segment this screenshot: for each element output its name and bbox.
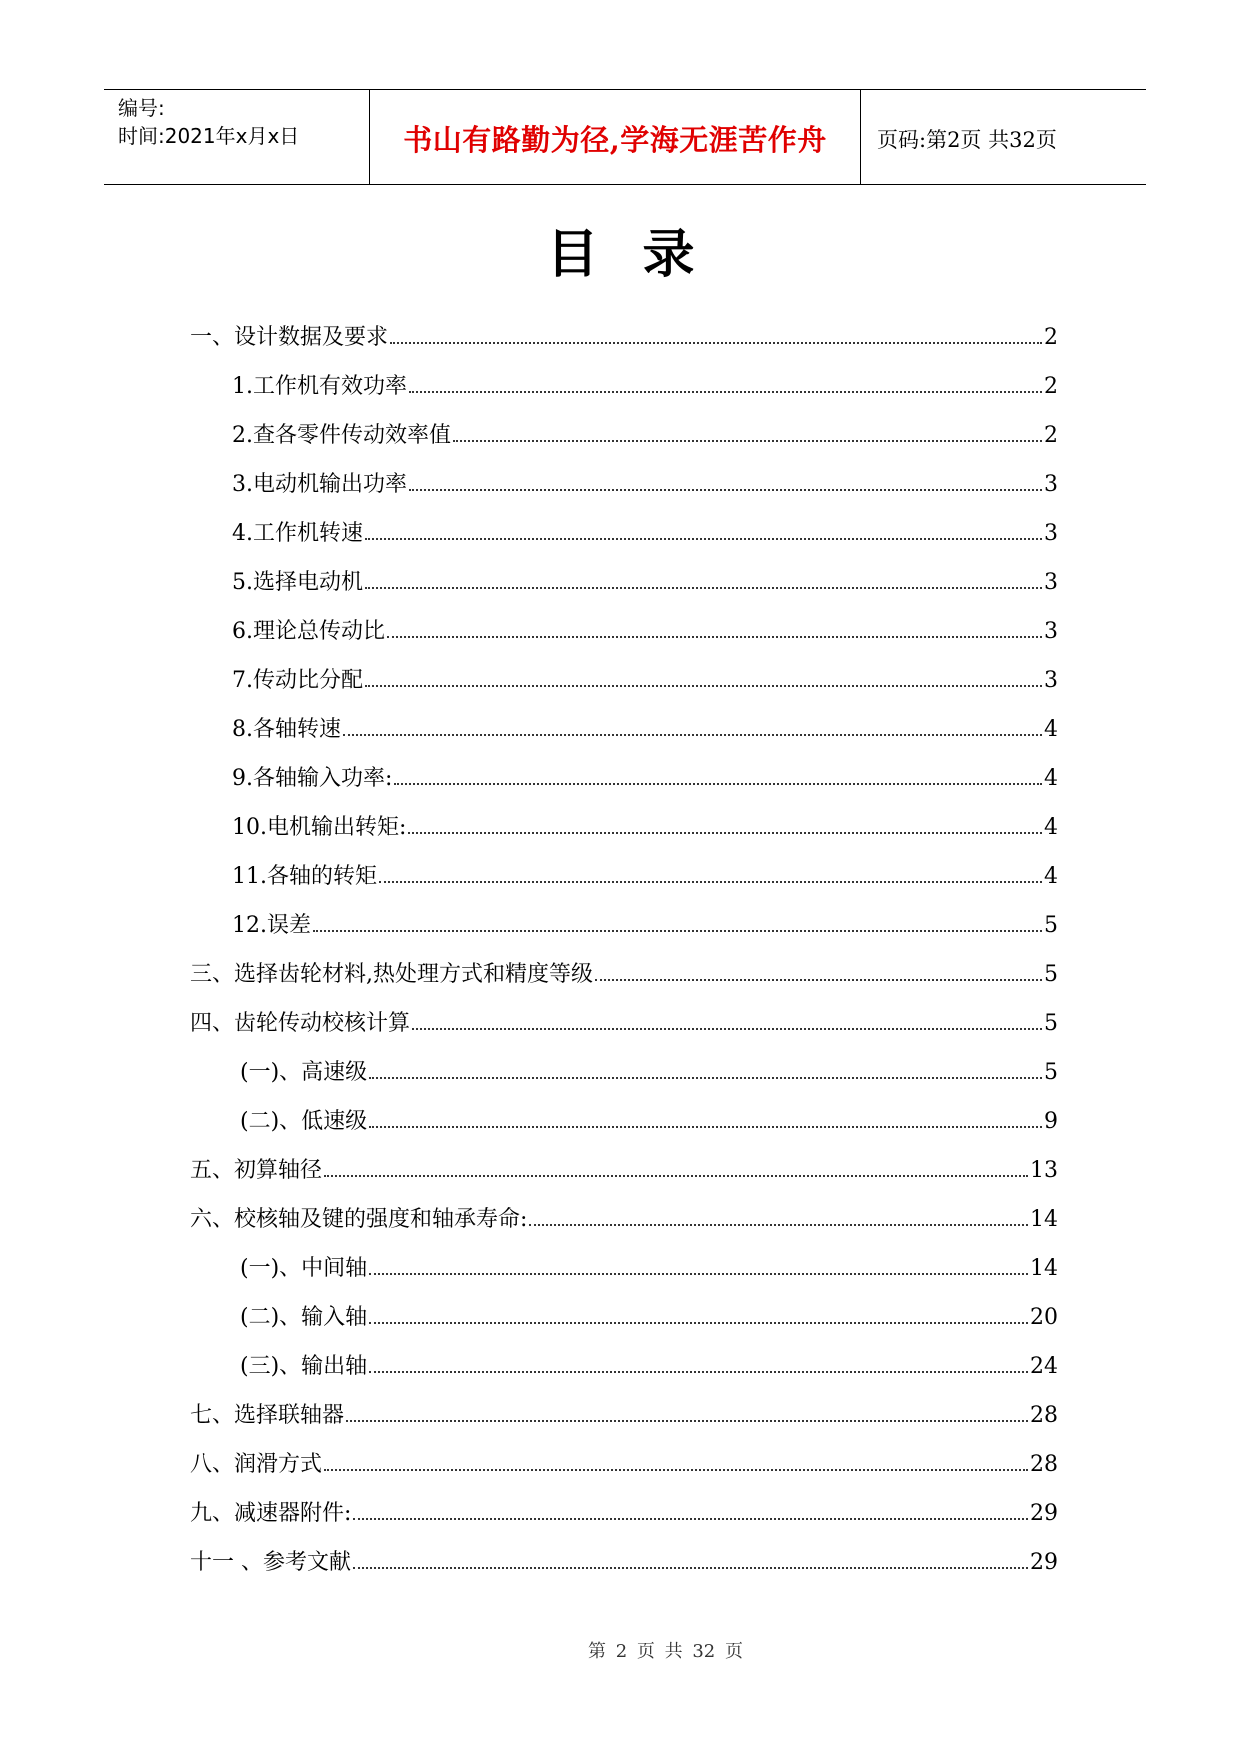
toc-entry-page: 14 (1030, 1256, 1058, 1281)
toc-entry-page: 28 (1030, 1403, 1058, 1428)
toc-leader-dots (409, 391, 1042, 393)
toc-entry-label: 九、减速器附件: (190, 1501, 352, 1526)
toc-entry-page: 14 (1030, 1207, 1058, 1232)
toc-entry-page: 29 (1030, 1501, 1058, 1526)
toc-entry[interactable] (232, 516, 1058, 550)
toc-entry-label: 4.工作机转速 (232, 521, 363, 546)
toc-leader-dots (324, 1469, 1028, 1471)
page-title: 目录 (546, 224, 739, 285)
toc-entry[interactable] (240, 1349, 1058, 1383)
toc-entry-label: 四、齿轮传动校核计算 (190, 1011, 411, 1036)
toc-entry-label: 六、校核轴及键的强度和轴承寿命: (190, 1207, 528, 1232)
toc-entry[interactable] (232, 859, 1058, 893)
toc-entry[interactable] (240, 1300, 1058, 1334)
toc-entry[interactable] (232, 810, 1058, 844)
toc-entry-page: 4 (1044, 766, 1058, 791)
toc-leader-dots (595, 979, 1042, 981)
toc-leader-dots (369, 1322, 1028, 1324)
toc-entry-label: (一)、高速级 (240, 1060, 368, 1085)
toc-entry-label: 9.各轴输入功率: (232, 766, 393, 791)
toc-entry[interactable] (190, 1447, 1058, 1481)
toc-entry-label: 12.误差 (232, 913, 311, 938)
toc-entry-label: 3.电动机输出功率 (232, 472, 407, 497)
toc-leader-dots (529, 1224, 1028, 1226)
toc-entry-page: 3 (1044, 472, 1058, 497)
toc-entry[interactable] (190, 320, 1058, 354)
page-footer: 第 2 页 共 32 页 (588, 1641, 743, 1662)
toc-entry-page: 3 (1044, 619, 1058, 644)
toc-entry-label: (二)、输入轴 (240, 1305, 368, 1330)
toc-leader-dots (343, 734, 1042, 736)
toc-entry[interactable] (190, 957, 1058, 991)
toc-entry-page: 3 (1044, 570, 1058, 595)
toc-entry-page: 4 (1044, 717, 1058, 742)
toc-entry-page: 4 (1044, 815, 1058, 840)
header-page-info: 页码:第2页 共32页 (877, 128, 1057, 152)
toc-entry[interactable] (190, 1006, 1058, 1040)
toc-entry-label: 十一 、参考文献 (190, 1550, 351, 1575)
toc-entry-page: 2 (1044, 325, 1058, 350)
toc-entry[interactable] (240, 1055, 1058, 1089)
toc-entry[interactable] (190, 1545, 1058, 1579)
toc-leader-dots (346, 1420, 1028, 1422)
document-time-label: 时间:2021年x月x日 (118, 124, 300, 148)
toc-entry[interactable] (240, 1104, 1058, 1138)
toc-leader-dots (390, 342, 1042, 344)
toc-entry[interactable] (232, 712, 1058, 746)
toc-entry-page: 5 (1044, 913, 1058, 938)
toc-entry-label: 7.传动比分配 (232, 668, 363, 693)
toc-entry-label: 七、选择联轴器 (190, 1403, 345, 1428)
toc-entry-label: 五、初算轴径 (190, 1158, 323, 1183)
toc-leader-dots (353, 1518, 1028, 1520)
toc-entry-page: 9 (1044, 1109, 1058, 1134)
toc-entry-page: 2 (1044, 423, 1058, 448)
toc-entry[interactable] (190, 1398, 1058, 1432)
toc-entry[interactable] (240, 1251, 1058, 1285)
toc-leader-dots (365, 685, 1042, 687)
toc-entry[interactable] (190, 1153, 1058, 1187)
toc-entry-page: 29 (1030, 1550, 1058, 1575)
toc-leader-dots (369, 1273, 1028, 1275)
header-motto: 书山有路勤为径,学海无涯苦作舟 (403, 123, 827, 157)
toc-entry-page: 3 (1044, 668, 1058, 693)
toc-entry[interactable] (232, 908, 1058, 942)
toc-entry-label: 八、润滑方式 (190, 1452, 323, 1477)
toc-entry-page: 3 (1044, 521, 1058, 546)
toc-entry-page: 20 (1030, 1305, 1058, 1330)
toc-entry-page: 24 (1030, 1354, 1058, 1379)
toc-leader-dots (408, 832, 1042, 834)
toc-entry[interactable] (190, 1202, 1058, 1236)
toc-entry-label: 6.理论总传动比 (232, 619, 385, 644)
toc-leader-dots (379, 881, 1042, 883)
toc-leader-dots (324, 1175, 1028, 1177)
toc-entry-label: 8.各轴转速 (232, 717, 341, 742)
toc-leader-dots (353, 1567, 1028, 1569)
toc-entry-label: 一、设计数据及要求 (190, 325, 389, 350)
toc-entry-page: 5 (1044, 1011, 1058, 1036)
toc-leader-dots (365, 538, 1042, 540)
toc-leader-dots (369, 1126, 1042, 1128)
toc-leader-dots (387, 636, 1042, 638)
toc-entry-page: 5 (1044, 962, 1058, 987)
toc-entry-label: (一)、中间轴 (240, 1256, 368, 1281)
toc-entry[interactable] (232, 467, 1058, 501)
toc-entry-label: 2.查各零件传动效率值 (232, 423, 451, 448)
toc-entry-label: 三、选择齿轮材料,热处理方式和精度等级 (190, 962, 593, 987)
toc-entry-label: 11.各轴的转矩 (232, 864, 377, 889)
toc-leader-dots (369, 1371, 1028, 1373)
toc-leader-dots (369, 1077, 1042, 1079)
toc-entry[interactable] (232, 614, 1058, 648)
toc-entry[interactable] (232, 663, 1058, 697)
toc-entry-label: 1.工作机有效功率 (232, 374, 407, 399)
toc-entry-page: 28 (1030, 1452, 1058, 1477)
toc-leader-dots (412, 1028, 1042, 1030)
toc-leader-dots (394, 783, 1042, 785)
toc-entry-page: 4 (1044, 864, 1058, 889)
toc-entry-label: 10.电机输出转矩: (232, 815, 407, 840)
document-number-label: 编号: (118, 96, 165, 120)
toc-entry[interactable] (190, 1496, 1058, 1530)
toc-leader-dots (365, 587, 1042, 589)
toc-entry-page: 2 (1044, 374, 1058, 399)
toc-entry-label: 5.选择电动机 (232, 570, 363, 595)
toc-leader-dots (313, 930, 1042, 932)
toc-entry[interactable] (232, 761, 1058, 795)
toc-leader-dots (409, 489, 1042, 491)
toc-entry-label: (二)、低速级 (240, 1109, 368, 1134)
toc-entry-label: (三)、输出轴 (240, 1354, 368, 1379)
toc-entry[interactable] (232, 418, 1058, 452)
toc-leader-dots (453, 440, 1042, 442)
toc-entry-page: 5 (1044, 1060, 1058, 1085)
toc-entry[interactable] (232, 565, 1058, 599)
toc-entry-page: 13 (1030, 1158, 1058, 1183)
toc-entry[interactable] (232, 369, 1058, 403)
